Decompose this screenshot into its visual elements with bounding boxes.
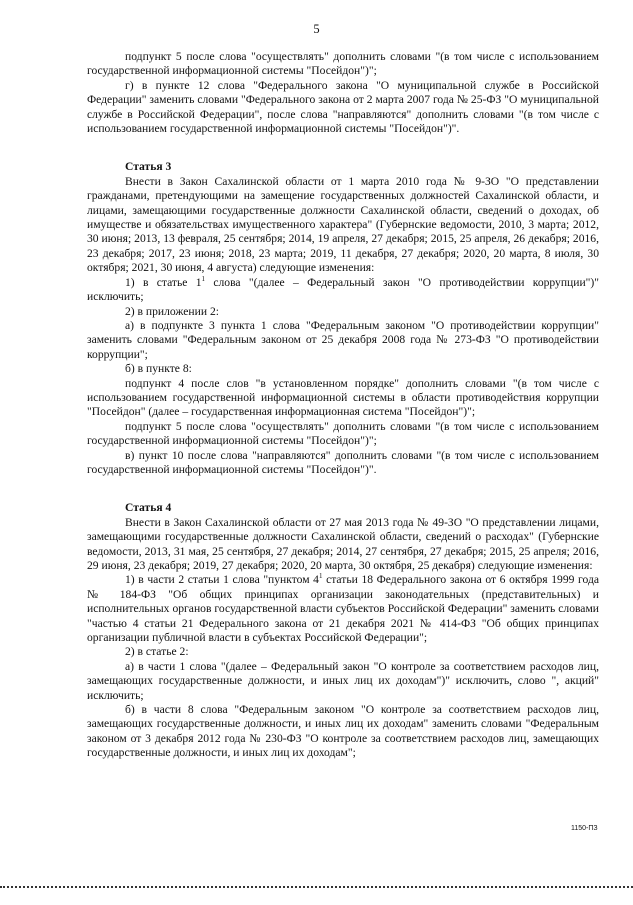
paragraph: подпункт 5 после слова "осуществлять" дополнить словами "(в том числе с использованием государственной информационной системы "Посейдон")";: [87, 50, 599, 78]
paragraph: б) в пункте 8:: [125, 362, 192, 376]
bottom-divider: [0, 886, 633, 888]
page-number: 5: [313, 22, 320, 36]
paragraph: г) в пункте 12 слова "Федерального закона "О муниципальной службе в Российской Федерации" заменить словами "Федерального закона от 2 марта 2007 года № 25-ФЗ "О муниципальной службе в Российской Федерации", после слова "направляются" дополнить словами "(в том числе с использованием государственной информационной системы "Посейдон")".: [87, 78, 599, 136]
paragraph: 2) в статье 2:: [125, 645, 189, 659]
document-body: [87, 50, 599, 761]
paragraph: 2) в приложении 2:: [125, 304, 219, 318]
paragraph: Внести в Закон Сахалинской области от 1 марта 2010 года № 9-ЗО "О представлении гражданами, претендующими на замещение государственных должностей Сахалинской области, и лицами, замещающими государственные должности Сахалинской области, сведений о доходах, об имуществе и обязательствах имущественного характера" (Губернские ведомости, 2010, 3 марта; 2012, 30 июня; 2013, 13 февраля, 25 сентября; 2014, 19 апреля, 27 декабря; 2015, 25 апреля, 26 декабря; 2016, 23 декабря; 2017, 23 июня; 2018, 23 марта; 2019, 11 декабря, 27 декабря; 2020, 20 марта, 8 июля, 30 октября; 2021, 30 июня, 4 августа) следующие изменения:: [87, 174, 599, 275]
paragraph: подпункт 4 после слов "в установленном порядке" дополнить словами "(в том числе с использованием государственной информационной системы в области противодействия коррупции "Посейдон" (далее – государственная информационная система "Посейдон")";: [87, 376, 599, 419]
superscript: 1: [201, 274, 206, 283]
article-4-title: Статья 4: [125, 501, 172, 515]
document-code: 1150-ПЗ: [571, 825, 598, 832]
text-run: слова "(далее – Федеральный закон "О противодействии коррупции")" исключить;: [87, 275, 600, 304]
text-run: 1) в части 2 статьи 1 слова "пунктом 4: [125, 573, 319, 587]
article-3-title: Статья 3: [125, 160, 172, 174]
superscript: 1: [318, 572, 323, 581]
paragraph: в) пункт 10 после слова "направляются" дополнить словами "(в том числе с использованием государственной информационной системы "Посейдон")".: [87, 448, 599, 476]
paragraph: [87, 573, 599, 645]
paragraph: б) в части 8 слова "Федеральным законом "О контроле за соответствием расходов лиц, замещающих государственные должности, и иных лиц их доходам" заменить словами "Федеральным законом от 3 декабря 2012 года № 230-ФЗ "О контроле за соответствием расходов лиц, замещающих государственные должности, и иных лиц их доходам";: [87, 703, 599, 760]
paragraph: подпункт 5 после слова "осуществлять" дополнить словами "(в том числе с использованием государственной информационной системы "Посейдон")";: [87, 419, 599, 448]
paragraph: [87, 276, 599, 305]
text-run: 1) в статье 1: [125, 275, 202, 289]
paragraph: Внести в Закон Сахалинской области от 27 мая 2013 года № 49-ЗО "О представлении лицами, замещающими государственные должности Сахалинской области, сведений о расходах" (Губернские ведомости, 2013, 31 мая, 25 сентября, 27 декабря; 2014, 27 сентября, 27 декабря; 2015, 25 апреля; 2016, 29 июня, 23 декабря; 2019, 27 декабря; 2020, 20 марта, 30 октября, 25 декабря) следующие изменения:: [87, 515, 599, 572]
paragraph: а) в подпункте 3 пункта 1 слова "Федеральным законом "О противодействии коррупции" заменить словами "Федеральным законом от 25 декабря 2008 года № 273-ФЗ "О противодействии коррупции";: [87, 318, 599, 361]
text-run: статьи 18 Федерального закона от 6 октября 1999 года № 184-ФЗ "Об общих принципах организации законодательных (представительных) и исполнительных органов государственной власти субъектов Российской Федерации" заменить словами "частью 4 статьи 21 Федерального закона от 21 декабря 2021 № 414-ФЗ "Об общих принципах организации публичной власти в субъектах Российской Федерации";: [87, 573, 599, 645]
paragraph: а) в части 1 слова "(далее – Федеральный закон "О контроле за соответствием расходов лиц, замещающих государственные должности, и иных лиц их доходам")" исключить, слово ", акций" исключить;: [87, 659, 599, 702]
